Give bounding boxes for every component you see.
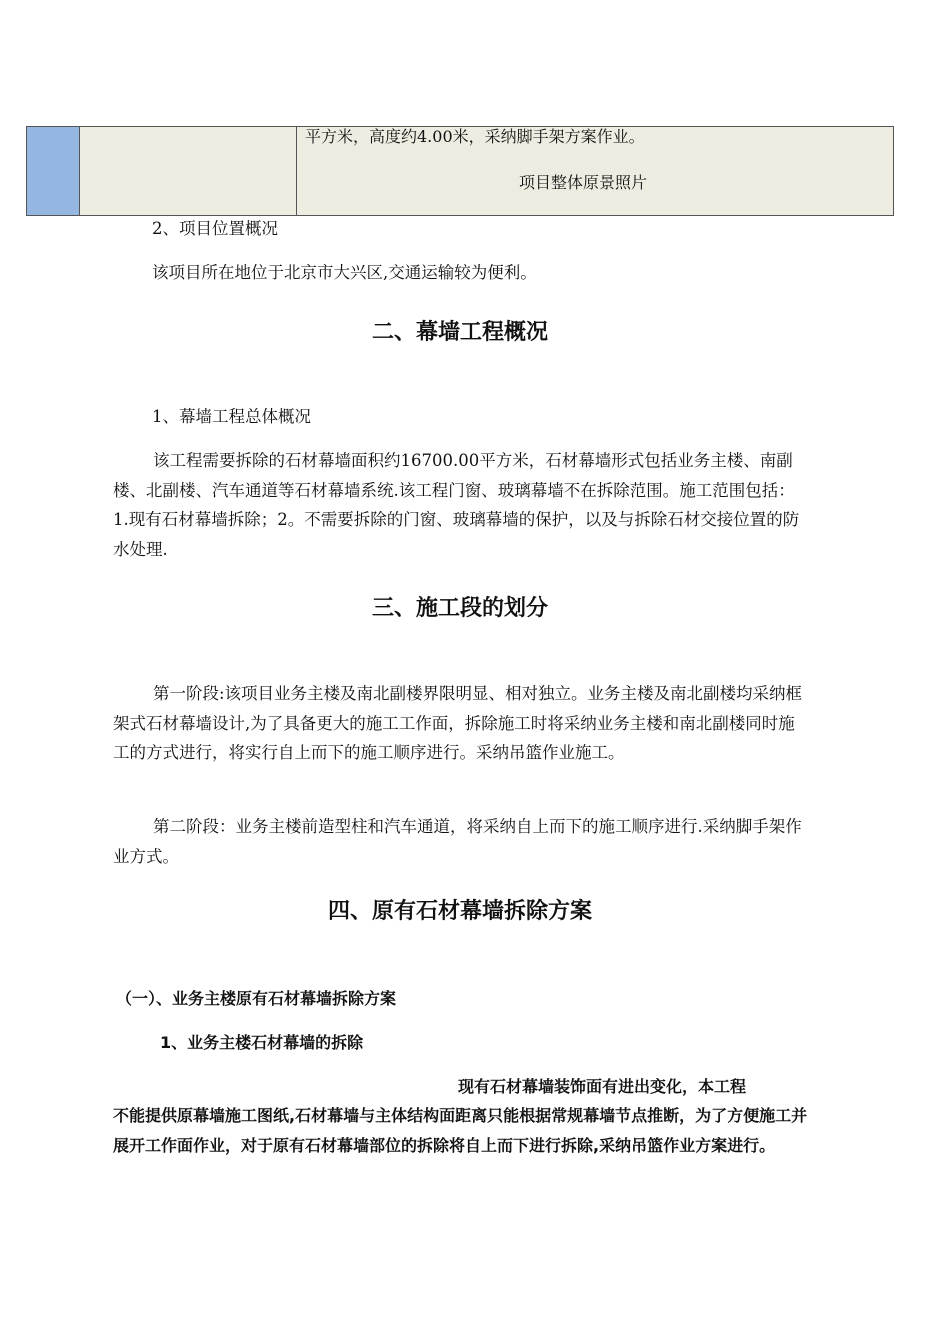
demolition-subheading-stone-wall: 1、业务主楼石材幕墙的拆除 xyxy=(160,1033,364,1052)
section-title-construction-stages: 三、施工段的划分 xyxy=(371,596,548,621)
demolition-paragraph-rest: 不能提供原幕墙施工图纸,石材幕墙与主体结构面距离只能根据常规幕墙节点推断，为了方便施工并展开工作面作业，对于原有石材幕墙部位的拆除将自上而下进行拆除,采纳吊篮作业方案进行。 xyxy=(113,1106,808,1155)
table-text-area-height: 平方米，高度约4.00米，采纳脚手架方案作业。 xyxy=(305,127,645,146)
location-text: 该项目所在地位于北京市大兴区,交通运输较为便利。 xyxy=(152,263,537,282)
demolition-paragraph-first-line: 现有石材幕墙装饰面有进出变化，本工程 xyxy=(458,1077,747,1096)
stage-two-paragraph: 第二阶段：业务主楼前造型柱和汽车通道，将采纳自上而下的施工顺序进行.采纳脚手架作业方式。 xyxy=(113,817,802,866)
section-title-curtain-wall: 二、幕墙工程概况 xyxy=(371,320,548,345)
curtain-wall-subheading: 1、幕墙工程总体概况 xyxy=(152,407,311,426)
table-cell-empty xyxy=(80,127,297,215)
location-heading: 2、项目位置概况 xyxy=(152,219,278,238)
table-text-photo-caption: 项目整体原景照片 xyxy=(519,173,648,192)
section-title-demolition-plan: 四、原有石材幕墙拆除方案 xyxy=(327,899,592,924)
table-cell-marker xyxy=(27,127,80,215)
curtain-wall-paragraph: 该工程需要拆除的石材幕墙面积约16700.00平方米，石材幕墙形式包括业务主楼、南副楼、北副楼、汽车通道等石材幕墙系统.该工程门窗、玻璃幕墙不在拆除范围。施工范围包括：1.现有石材幕墙拆除；2。不需要拆除的门窗、玻璃幕墙的保护，以及与拆除石材交接位置的防水处理. xyxy=(113,451,800,559)
overview-table xyxy=(26,126,894,216)
stage-one-paragraph: 第一阶段:该项目业务主楼及南北副楼界限明显、相对独立。业务主楼及南北副楼均采纳框架式石材幕墙设计,为了具备更大的施工工作面，拆除施工时将采纳业务主楼和南北副楼同时施工的方式进行，将实行自上而下的施工顺序进行。采纳吊篮作业施工。 xyxy=(113,684,803,762)
demolition-subheading-main-building: （一）、业务主楼原有石材幕墙拆除方案 xyxy=(116,989,397,1008)
table-cell-content xyxy=(297,127,893,215)
